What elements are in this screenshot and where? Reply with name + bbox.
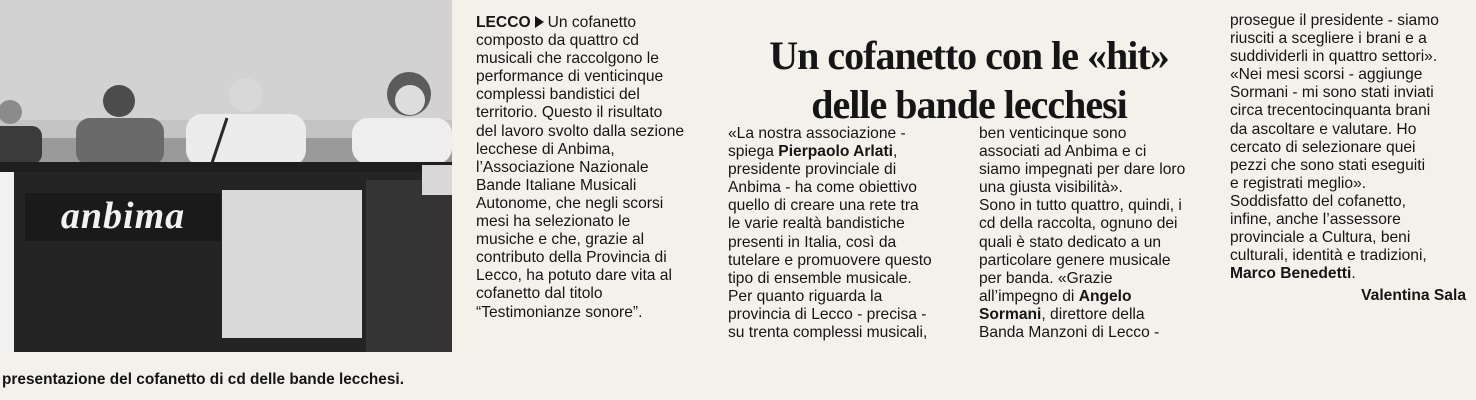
column-line: “Testimonianze sonore”. [476, 303, 643, 321]
column-line: Sormani, direttore della [979, 305, 1145, 323]
column-line: ben venticinque sono [979, 125, 1127, 142]
person-name: Pierpaolo Arlati [778, 143, 893, 161]
column-line: particolare genere musicale [979, 251, 1171, 269]
article-photo [0, 0, 452, 352]
column-line: prosegue il presidente - siamo [1230, 12, 1439, 29]
column-line: Sono in tutto quattro, quindi, i [979, 197, 1182, 215]
column-line: Per quanto riguarda la [728, 287, 883, 305]
column-line: mesi ha selezionato le [476, 213, 631, 231]
column-line: «Nei mesi scorsi - aggiunge [1230, 66, 1423, 84]
headline-line-1: Un cofanetto con le «hit» [769, 32, 1169, 78]
column-line: Marco Benedetti. [1230, 265, 1356, 283]
column-line: associati ad Anbima e ci [979, 143, 1147, 161]
column-line: cercato di selezionare quei [1230, 138, 1416, 156]
column-line: presenti in Italia, così da [728, 233, 897, 251]
column-line: infine, anche l’assessore [1230, 211, 1401, 229]
author-signature: Valentina Sala [1361, 287, 1466, 305]
column-line: musicali che raccolgono le [476, 50, 659, 68]
person-name: Sormani [979, 305, 1042, 323]
column-line: Autonome, che negli scorsi [476, 194, 664, 212]
column-line: una giusta visibilità». [979, 179, 1123, 197]
column-line: Banda Manzoni di Lecco - [979, 324, 1160, 342]
column-line: musiche e che, grazie al [476, 231, 645, 249]
column-line: quello di creare una rete tra [728, 197, 919, 215]
press-conference-photo [0, 0, 452, 352]
column-line: all’impegno di Angelo [979, 287, 1132, 305]
column-line: presidente provinciale di [728, 161, 897, 179]
dateline: LECCO [476, 14, 548, 31]
column-line: del lavoro svolto dalla sezione [476, 122, 685, 140]
dateline-arrow-icon [535, 16, 544, 28]
column-line: composto da quattro cd [476, 32, 639, 50]
column-line: circa trecentocinquanta brani [1230, 102, 1431, 120]
column-line: LECCO Un cofanetto [476, 14, 637, 31]
article-column-4 [1230, 12, 1466, 306]
column-line: su trenta complessi musicali, [728, 324, 928, 342]
column-line: lecchese di Anbima, [476, 140, 615, 158]
column-line: Bande Italiane Musicali [476, 176, 637, 194]
person-name: Marco Benedetti [1230, 265, 1352, 283]
column-line: l’Associazione Nazionale [476, 158, 649, 176]
column-line: per banda. «Grazie [979, 269, 1113, 287]
headline-line-2: delle bande lecchesi [811, 81, 1127, 127]
column-line: siamo impegnati per dare loro [979, 161, 1186, 179]
column-line: Lecco, ha potuto dare vita al [476, 267, 672, 285]
column-line: provinciale a Cultura, beni [1230, 229, 1411, 247]
column-line: performance di venticinque [476, 68, 664, 86]
column-line: e registrati meglio». [1230, 174, 1367, 192]
column-line: tutelare e promuovere questo [728, 251, 932, 269]
column-line: «La nostra associazione - [728, 125, 906, 142]
article-column-3 [979, 125, 1219, 342]
column-line: provincia di Lecco - precisa - [728, 305, 927, 323]
column-line: territorio. Questo il risultato [476, 104, 663, 122]
column-line: cd della raccolta, ognuno dei [979, 215, 1178, 233]
photo-caption: presentazione del cofanetto di cd delle bande lecchesi. [2, 371, 404, 388]
column-line: da ascoltare e valutare. Ho [1230, 120, 1417, 138]
column-line: tipo di ensemble musicale. [728, 269, 912, 287]
column-line: culturali, identità e tradizioni, [1230, 247, 1427, 265]
column-line: contributo della Provincia di [476, 249, 667, 267]
person-name: Angelo [1078, 287, 1132, 305]
column-line: riusciti a scegliere i brani e a [1230, 30, 1427, 48]
article-column-2 [728, 125, 968, 342]
column-line: complessi bandistici del [476, 86, 640, 104]
column-line: le varie realtà bandistiche [728, 215, 905, 233]
anbima-banner-text: anbima [60, 195, 186, 237]
article-column-1 [476, 14, 716, 322]
headline [724, 31, 1214, 129]
column-line: suddividerli in quattro settori». [1230, 48, 1438, 66]
column-line: quali è stato dedicato a un [979, 233, 1162, 251]
column-line: Anbima - ha come obiettivo [728, 179, 917, 197]
column-line: Sormani - mi sono stati inviati [1230, 84, 1434, 102]
column-line: spiega Pierpaolo Arlati, [728, 143, 898, 161]
column-line: Soddisfatto del cofanetto, [1230, 192, 1406, 210]
column-line: cofanetto dal titolo [476, 285, 603, 303]
column-line: pezzi che sono stati eseguiti [1230, 156, 1426, 174]
